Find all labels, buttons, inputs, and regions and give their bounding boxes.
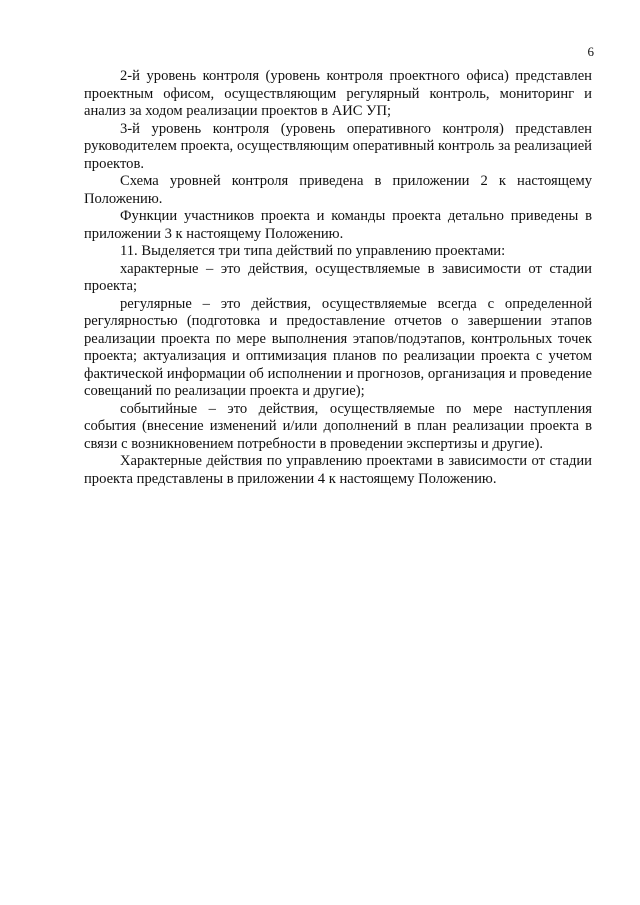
paragraph-control-level-2: 2-й уровень контроля (уровень контроля проектного офиса) представлен проектным офисом, осуществляющим регулярный контроль, мониторинг и анализ за ходом реализации проектов в АИС УП; <box>84 68 592 119</box>
paragraph-characteristic-actions-appendix: Характерные действия по управлению проектами в зависимости от стадии проекта представлены в приложении 4 к настоящему Положению. <box>84 453 592 487</box>
paragraph-action-types: 11. Выделяется три типа действий по управлению проектами: <box>120 243 506 259</box>
paragraph-characteristic-actions: характерные – это действия, осуществляемые в зависимости от стадии проекта; <box>84 260 592 294</box>
paragraph-regular-actions: регулярные – это действия, осуществляемые всегда с определенной регулярностью (подготовка и предоставление отчетов о завершении этапов реализации проекта по мере выполнения этапов/подэтапов, контрольных точек проекта; актуализация и оптимизация планов по реализации проекта с учетом фактической информации об исполнении и прогнозов, организация и проведение совещаний по реализации проекта и другие); <box>84 295 592 399</box>
paragraph-event-actions: событийные – это действия, осуществляемые по мере наступления события (внесение изменений и/или дополнений в план реализации проекта в связи с возникновением потребности в проведении экспертизы и другие). <box>84 400 592 452</box>
paragraph-participant-functions: Функции участников проекта и команды проекта детально приведены в приложении 3 к настоящему Положению. <box>84 208 592 242</box>
paragraph-control-scheme: Схема уровней контроля приведена в приложении 2 к настоящему Положению. <box>84 173 592 207</box>
paragraph-control-level-3: 3-й уровень контроля (уровень оперативного контроля) представлен руководителем проекта, осуществляющим оперативный контроль за реализацией проектов. <box>84 120 592 172</box>
document-body <box>84 68 592 488</box>
page-number: 6 <box>587 44 594 59</box>
